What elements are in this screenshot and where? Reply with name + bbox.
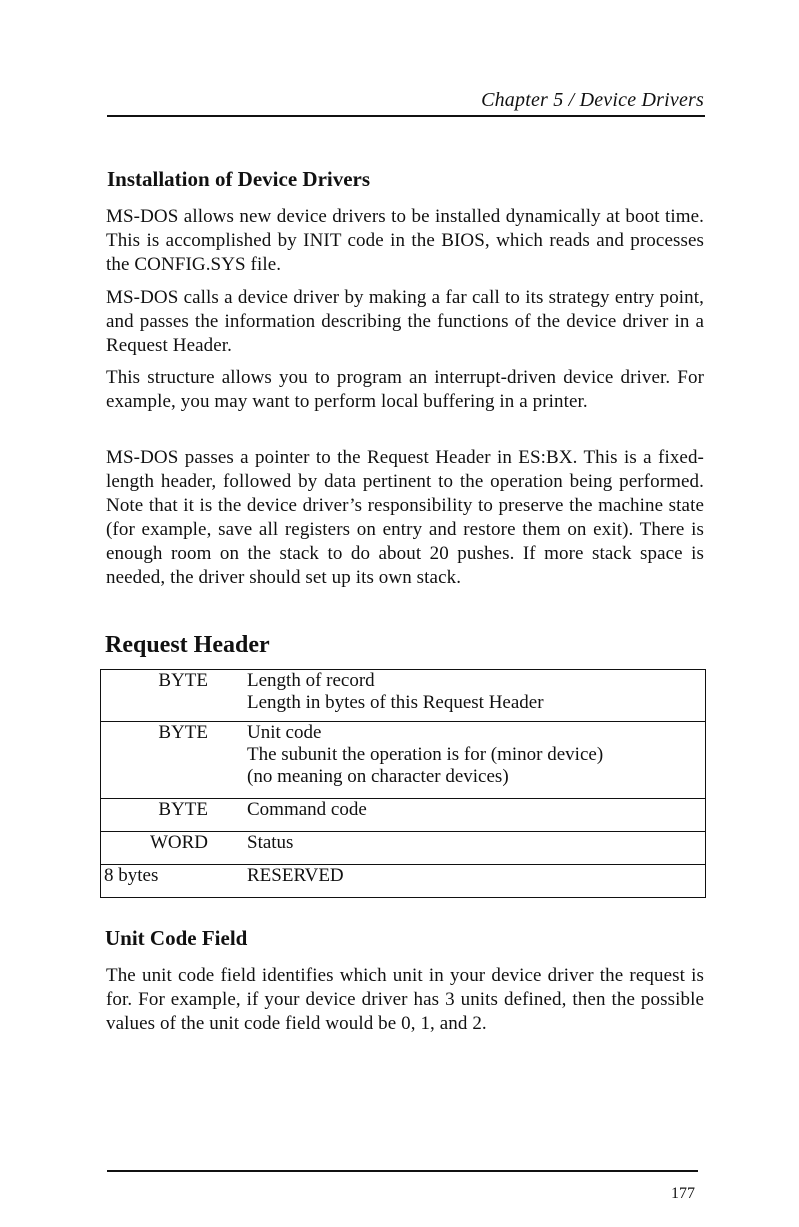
paragraph-install-3: This structure allows you to program an interrupt-driven device driver. For example, you may want to perform local buffering in a printer. bbox=[106, 367, 704, 412]
field-description bbox=[247, 670, 706, 722]
field-name: Command code bbox=[247, 799, 367, 820]
field-size-text: 8 bytes bbox=[104, 865, 159, 886]
paragraph-install-4: MS-DOS passes a pointer to the Request Header in ES:BX. This is a fixed-length header, followed by data pertinent to the operation being performed. Note that it is the device driver’s responsibility to preserve the machine state (for example, save all registers on entry and restore them on exit). There is enough room on the stack to do about 20 pushes. If more stack space is needed, the driver should set up its own stack. bbox=[106, 447, 704, 588]
field-size bbox=[101, 670, 248, 722]
running-head: Chapter 5 / Device Drivers bbox=[481, 89, 704, 111]
field-detail: The subunit the operation is for (minor device) bbox=[247, 744, 604, 765]
heading-request-header: Request Header bbox=[105, 632, 270, 658]
table-row bbox=[101, 722, 706, 799]
header-rule bbox=[107, 115, 705, 117]
field-description bbox=[247, 865, 706, 898]
heading-unit-code-field: Unit Code Field bbox=[105, 926, 248, 950]
field-detail: Length in bytes of this Request Header bbox=[247, 692, 544, 713]
field-size-text: WORD bbox=[149, 832, 208, 853]
field-name: RESERVED bbox=[247, 865, 344, 886]
field-size-text: BYTE bbox=[158, 670, 208, 691]
paragraph-install-1: MS-DOS allows new device drivers to be installed dynamically at boot time. This is accomplished by INIT code in the BIOS, which reads and processes the CONFIG.SYS file. bbox=[106, 206, 704, 275]
table-row bbox=[101, 865, 706, 898]
field-description bbox=[247, 722, 706, 799]
request-header-table bbox=[100, 669, 706, 898]
field-name: Length of record bbox=[247, 670, 375, 691]
field-size bbox=[101, 832, 248, 865]
field-description bbox=[247, 799, 706, 832]
field-name: Unit code bbox=[247, 722, 322, 743]
table-row bbox=[101, 832, 706, 865]
paragraph-install-2: MS-DOS calls a device driver by making a far call to its strategy entry point, and passes the information describing the functions of the device driver in a Request Header. bbox=[106, 287, 704, 356]
table-row bbox=[101, 799, 706, 832]
field-size-text: BYTE bbox=[158, 799, 208, 820]
field-size bbox=[101, 722, 248, 799]
field-size-text: BYTE bbox=[158, 722, 208, 743]
field-detail: (no meaning on character devices) bbox=[247, 766, 509, 787]
field-description bbox=[247, 832, 706, 865]
paragraph-unit-code: The unit code field identifies which unit in your device driver the request is for. For example, if your device driver has 3 units defined, then the possible values of the unit code field would be 0, 1, and 2. bbox=[106, 965, 704, 1034]
table-row bbox=[101, 670, 706, 722]
field-size bbox=[101, 799, 248, 832]
footer-rule bbox=[107, 1170, 698, 1172]
field-size bbox=[101, 865, 248, 898]
page-number: 177 bbox=[671, 1185, 695, 1202]
heading-installation: Installation of Device Drivers bbox=[107, 167, 371, 191]
field-name: Status bbox=[247, 832, 294, 853]
